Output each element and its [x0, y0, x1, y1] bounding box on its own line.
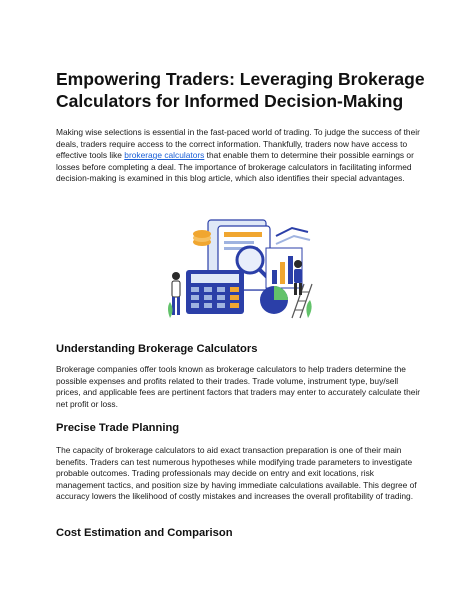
intro-text-after-link: that enable them to determine their possible earnings or losses before completing a deal. The importance of brokerage calculators in facilitating informed decision-making is examined in this blog article, which also identifies their special advantages.: [56, 150, 414, 183]
section-heading-precise-trade-planning: Precise Trade Planning: [56, 422, 180, 434]
section-heading-cost-estimation: Cost Estimation and Comparison: [56, 527, 233, 539]
section-body-understanding: Brokerage companies offer tools known as brokerage calculators to help traders determine the possible expenses and profits related to their trades. Trade volume, instrument type, buy/sell prices, and applicable fees are pertinent factors that traders may enter to accurately calculate their net profit or loss.: [56, 364, 421, 409]
section-body-precise-trade-planning: The capacity of brokerage calculators to aid exact transaction preparation is one of their main benefits. Traders can test numerous hypotheses while modifying trade parameters to investigate probable outcomes. Trading professionals may decide on entry and exit locations, risk management tactics, and position size by having immediate calculations available. This degree of accuracy lowers the likelihood of costly mistakes and increases the overall profitability of trading.: [56, 445, 417, 501]
intro-paragraph: [56, 127, 422, 185]
page-title: Empowering Traders: Leveraging Brokerage Calculators for Informed Decision-Making: [56, 69, 425, 111]
section-heading-understanding: Understanding Brokerage Calculators: [56, 343, 258, 355]
brokerage-calculators-link[interactable]: brokerage calculators: [124, 150, 205, 160]
trading-calculator-illustration: [158, 214, 318, 324]
intro-text-before-link: Making wise selections is essential in the fast-paced world of trading. To judge the success of their deals, traders require access to the correct information. Thankfully, traders now have access to effective tools like: [56, 127, 420, 160]
